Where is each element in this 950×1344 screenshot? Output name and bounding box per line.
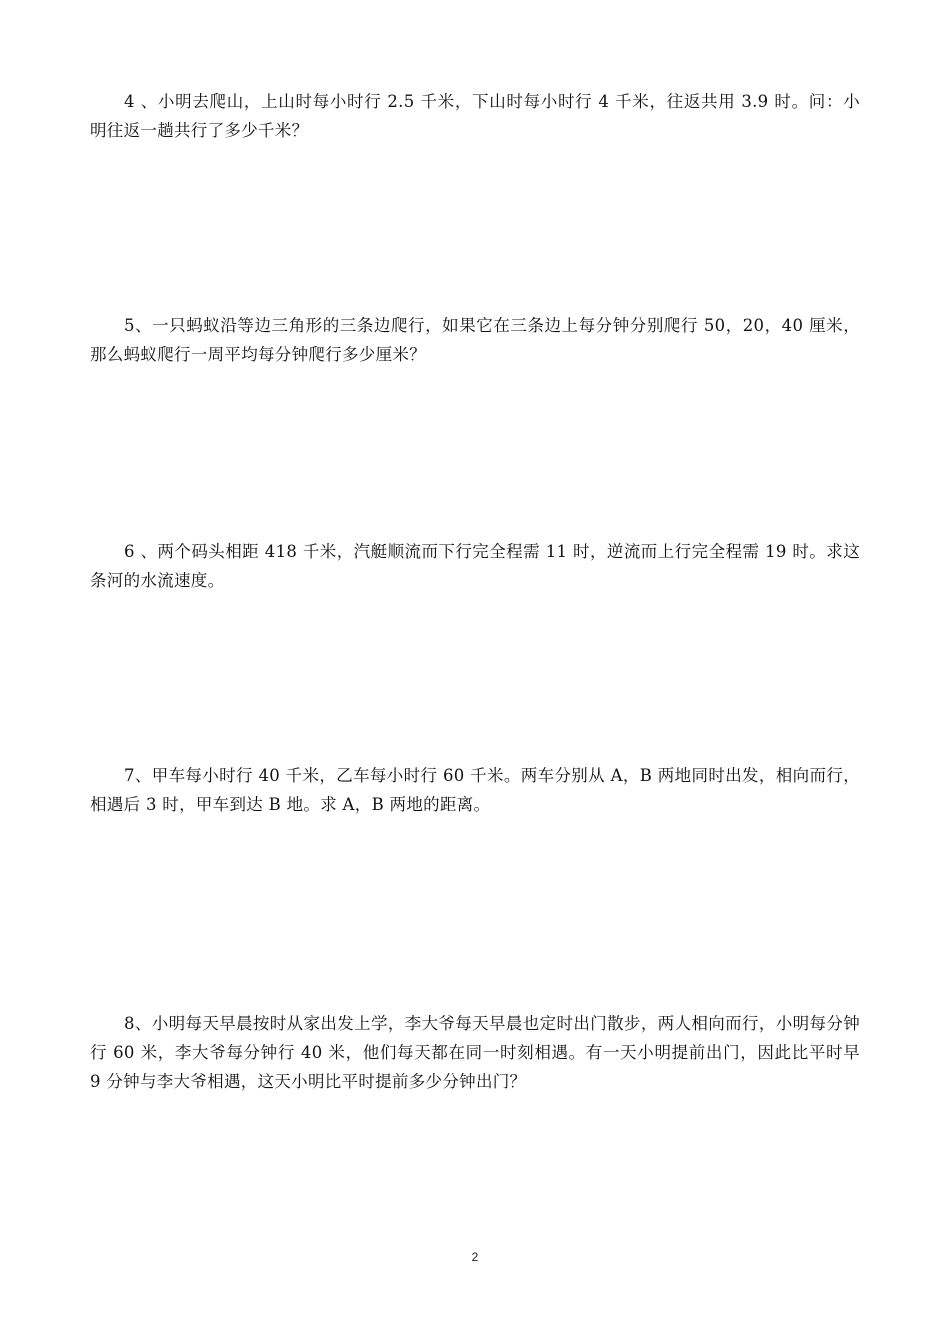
problem-6-text: 6 、两个码头相距 418 千米，汽艇顺流而下行完全程需 11 时，逆流而上行完全程需 19 时。求这条河的水流速度。 xyxy=(90,542,860,590)
problem-7-text: 7、甲车每小时行 40 千米，乙车每小时行 60 千米。两车分别从 A，B 两地同时出发，相向而行，相遇后 3 时，甲车到达 B 地。求 A，B 两地的距离。 xyxy=(90,766,860,814)
problem-4 xyxy=(90,87,860,145)
problem-8 xyxy=(90,1009,860,1096)
problem-7 xyxy=(90,761,860,819)
problem-5-text: 5、一只蚂蚁沿等边三角形的三条边爬行，如果它在三条边上每分钟分别爬行 50，20，40 厘米，那么蚂蚁爬行一周平均每分钟爬行多少厘米？ xyxy=(90,316,860,364)
problem-4-text: 4 、小明去爬山，上山时每小时行 2.5 千米，下山时每小时行 4 千米，往返共用 3.9 时。问：小明往返一趟共行了多少千米？ xyxy=(90,92,860,140)
problem-8-text: 8、小明每天早晨按时从家出发上学，李大爷每天早晨也定时出门散步，两人相向而行，小明每分钟行 60 米，李大爷每分钟行 40 米，他们每天都在同一时刻相遇。有一天小明提前出门，因此比平时早 9 分钟与李大爷相遇，这天小明比平时提前多少分钟出门？ xyxy=(90,1014,860,1091)
problem-5 xyxy=(90,311,860,369)
problem-6 xyxy=(90,537,860,595)
page-number: 2 xyxy=(471,1250,479,1264)
